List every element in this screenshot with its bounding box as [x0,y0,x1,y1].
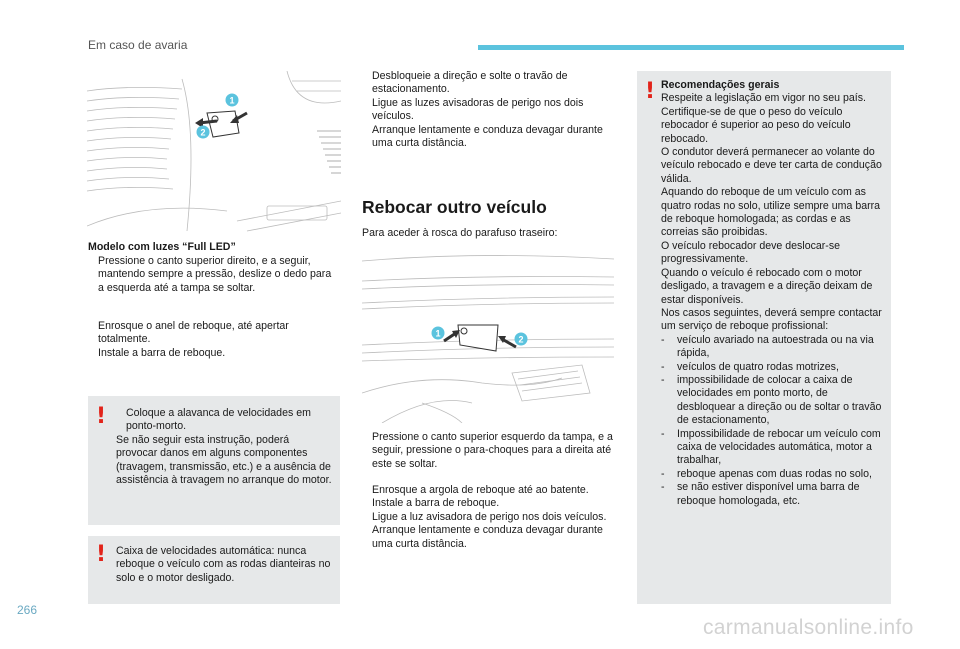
badge-1-label: 1 [435,328,441,339]
section-intro: Para aceder à rosca do parafuso traseiro: [362,227,558,239]
bullet-icon [362,70,372,97]
paragraph: Quando o veículo é rebocado com o motor desligado, a travagem e a direção deixam de estar disponíveis. [661,266,873,306]
list-item: Instale a barra de reboque. [362,497,618,510]
bullet-icon [362,497,372,510]
left-caption [88,241,340,254]
dash-icon: - [661,481,665,494]
warning-text: Caixa de velocidades automática: nunca reboque o veículo com as rodas dianteiras no solo e o motor desligado. [116,545,331,584]
paragraph: Certifique-se de que o peso do veículo rebocador é superior ao peso do veículo rebocado. [661,105,851,145]
list-item: - se não estiver disponível uma barra de reboque homologada, etc. [661,481,860,507]
paragraph: Aquando do reboque de um veículo com as quatro rodas no solo, utilize sempre uma barra de reboque homologada; as cordas e as correias são proibidas. [661,186,881,239]
list-item: - Impossibilidade de rebocar um veículo com caixa de velocidades automática, motor a trabalhar, [661,427,881,467]
bullet-icon [116,407,126,434]
list-item: Ligue as luzes avisadoras de perigo nos dois veículos. [362,97,618,124]
dash-icon: - [661,427,665,440]
paragraph: O veículo rebocador deve deslocar-se progressivamente. [661,239,841,266]
section-title: Rebocar outro veículo [362,197,547,217]
list-item: Pressione o canto superior esquerdo da tampa, e a seguir, pressione o para-choques para a direita até este se soltar. [362,431,618,471]
dash-icon: - [661,467,665,480]
warning-icon: ! [96,404,107,429]
bullet-icon [362,124,372,151]
bullet-icon [362,484,372,497]
rear-bumper-figure [362,253,614,423]
front-bumper-figure [87,71,341,234]
badge-2-label: 2 [200,127,206,138]
caption-emphasis: Full LED [187,241,231,253]
rear-bumper-illustration [362,253,614,423]
warning-icon: ! [96,542,107,567]
list-item: - reboque apenas com duas rodas no solo, [661,467,872,480]
list-item: Enrosque o anel de reboque, até apertar totalmente. [88,320,340,347]
caption-prefix: Modelo com luzes “ [88,241,188,253]
dash-icon: - [661,333,665,346]
middle-steps-a [362,431,618,471]
warning-text: Se não seguir esta instrução, poderá provocar danos em alguns componentes (travagem, transmissão, etc.) e a ausência de assistência à travagem no arranque do motor. [116,434,332,487]
header-title: Em caso de avaria [88,38,188,52]
list-item: Desbloqueie a direção e solte o travão de estacionamento. [362,70,618,97]
warning-box-gearbox [88,396,340,525]
bullet-icon [88,320,98,347]
list-item: Pressione o canto superior direito, e a seguir, mantendo sempre a pressão, deslize o dedo para a esquerda até a tampa se soltar. [88,255,340,295]
middle-top-steps [362,70,618,150]
recommendations-box [637,71,891,604]
left-steps-a [88,255,340,295]
list-item: - veículos de quatro rodas motrizes, [661,360,839,373]
dash-icon: - [661,373,665,386]
list-item: Coloque a alavanca de velocidades em ponto-morto. [116,407,332,434]
watermark: carmanualsonline.info [703,616,914,639]
list-item: - impossibilidade de colocar a caixa de velocidades em ponto morto, de desbloquear a direção ou de soltar o travão de estacionamento, [661,373,882,427]
caption-suffix: ” [230,241,236,253]
list-item: Enrosque a argola de reboque até ao batente. [362,484,618,497]
bullet-icon [362,524,372,551]
bullet-icon [88,255,98,295]
dash-icon: - [661,360,665,373]
list-item: Instale a barra de reboque. [88,347,340,360]
front-bumper-illustration [87,71,341,234]
list-item: Arranque lentamente e conduza devagar durante uma curta distância. [362,524,618,551]
list-item: Arranque lentamente e conduza devagar durante uma curta distância. [362,124,618,151]
badge-1-label: 1 [229,95,235,106]
paragraph: Nos casos seguintes, deverá sempre contactar um serviço de reboque profissional: [661,306,882,333]
bullet-icon [362,511,372,524]
page-number: 266 [17,603,38,617]
header-accent-bar [478,45,904,50]
warning-box-automatic [88,536,340,604]
badge-2-label: 2 [518,334,524,345]
paragraph: O condutor deverá permanecer ao volante do veículo rebocado e deve ter carta de condução válida. [661,146,882,185]
list-item: Ligue a luz avisadora de perigo nos dois veículos. [362,511,618,524]
list-item: - veículo avariado na autoestrada ou na via rápida, [661,333,874,360]
warning-step [116,407,332,434]
warning-icon: ! [645,79,656,104]
recommendations-content [661,79,885,508]
middle-steps-b [362,484,618,551]
bullet-icon [362,97,372,124]
paragraph: Respeite a legislação em vigor no seu país. [661,92,866,105]
bullet-icon [88,347,98,360]
recommendations-title: Recomendações gerais [661,79,780,91]
bullet-icon [362,431,372,471]
left-steps-b [88,320,340,360]
